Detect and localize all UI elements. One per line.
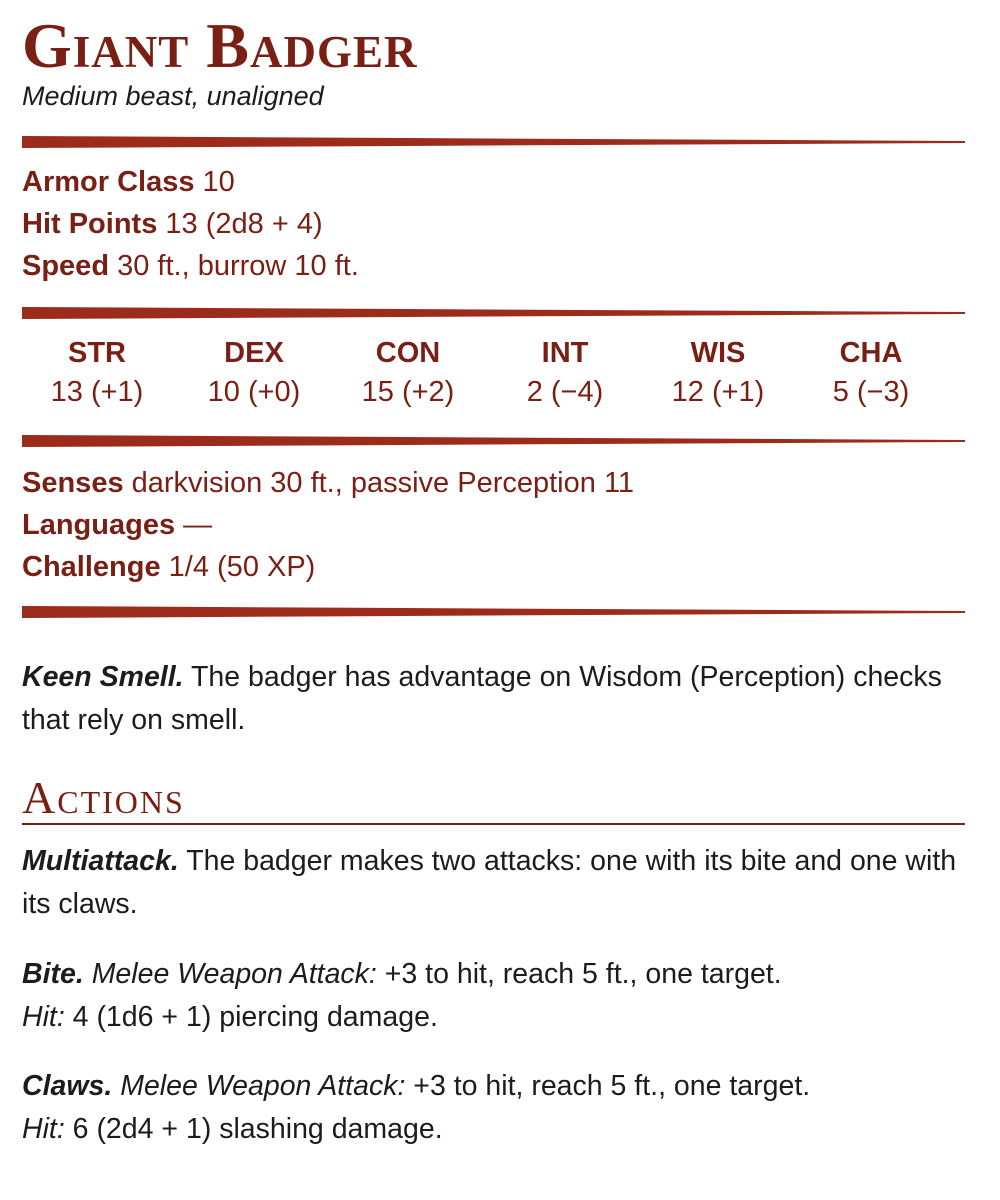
challenge-label: Challenge (22, 551, 161, 583)
speed (22, 246, 359, 286)
senses-value: darkvision 30 ft., passive Perception 11 (131, 467, 635, 499)
ability-value: 15 (+2) (361, 376, 455, 408)
divider-rule (22, 606, 965, 618)
hit-label: Hit: (22, 1001, 65, 1033)
divider-rule (22, 307, 965, 319)
ability-value: 10 (+0) (207, 376, 301, 408)
ability-int (490, 334, 640, 412)
senses (22, 463, 634, 503)
trait-text: The badger has advantage on Wisdom (Perception) checks that rely on smell. (22, 661, 942, 736)
ability-name: INT (541, 337, 589, 369)
ability-scores (22, 334, 965, 424)
hit-points-label: Hit Points (22, 208, 158, 240)
ability-name: CON (375, 337, 441, 369)
ability-str (22, 334, 172, 412)
action-name: Multiattack. (22, 845, 179, 877)
actions-heading: Actions (22, 772, 185, 823)
armor-class-label: Armor Class (22, 166, 195, 198)
trait-keen-smell (22, 656, 965, 742)
hit-text: 6 (2d4 + 1) slashing damage. (72, 1113, 443, 1145)
ability-dex (179, 334, 329, 412)
monster-meta: Medium beast, unaligned (22, 81, 324, 111)
attack-text: +3 to hit, reach 5 ft., one target. (384, 958, 782, 990)
attack-type: Melee Weapon Attack: (91, 958, 377, 990)
ability-name: CHA (839, 337, 903, 369)
ability-name: STR (68, 337, 126, 369)
languages-label: Languages (22, 509, 176, 541)
ability-value: 13 (+1) (50, 376, 144, 408)
ability-cha (796, 334, 946, 412)
ability-name: DEX (224, 337, 284, 369)
ability-wis (643, 334, 793, 412)
action-name: Bite. (22, 958, 84, 990)
action-multiattack (22, 840, 965, 926)
ability-value: 2 (−4) (526, 376, 604, 408)
hit-points-value: 13 (2d8 + 4) (165, 208, 323, 240)
hit-label: Hit: (22, 1113, 65, 1145)
actions-heading-rule (22, 823, 965, 825)
ability-name: WIS (690, 337, 746, 369)
armor-class (22, 162, 235, 202)
action-name: Claws. (22, 1070, 113, 1102)
divider-rule (22, 435, 965, 447)
armor-class-value: 10 (202, 166, 235, 198)
monster-name: Giant Badger (22, 10, 418, 81)
divider-rule (22, 136, 965, 148)
attack-type: Melee Weapon Attack: (120, 1070, 406, 1102)
speed-label: Speed (22, 250, 110, 282)
trait-name: Keen Smell. (22, 661, 184, 693)
languages-value: — (183, 509, 213, 541)
action-claws (22, 1065, 965, 1151)
hit-points (22, 204, 323, 244)
action-text: The badger makes two attacks: one with its bite and one with its claws. (22, 845, 957, 920)
action-bite (22, 953, 965, 1039)
challenge-value: 1/4 (50 XP) (168, 551, 316, 583)
senses-label: Senses (22, 467, 124, 499)
challenge (22, 547, 315, 587)
ability-value: 12 (+1) (671, 376, 765, 408)
attack-text: +3 to hit, reach 5 ft., one target. (413, 1070, 811, 1102)
languages (22, 505, 212, 545)
hit-text: 4 (1d6 + 1) piercing damage. (72, 1001, 438, 1033)
ability-value: 5 (−3) (832, 376, 910, 408)
ability-con (333, 334, 483, 412)
speed-value: 30 ft., burrow 10 ft. (117, 250, 359, 282)
